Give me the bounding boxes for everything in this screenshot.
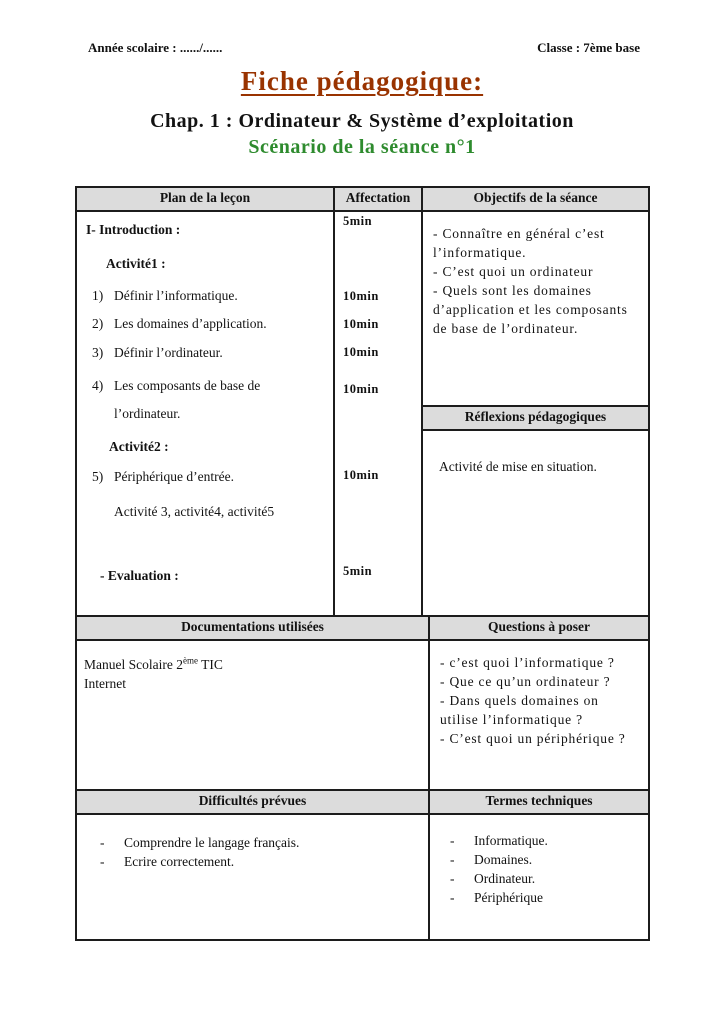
affectation-column-header: Affectation xyxy=(335,188,423,210)
documentations-cell xyxy=(77,641,430,789)
difficultes-cell xyxy=(77,815,430,939)
docs-header-row xyxy=(77,617,648,641)
lesson-body-row xyxy=(77,212,648,617)
difficulte-2-text: Ecrire correctement. xyxy=(124,854,235,869)
questions-header: Questions à poser xyxy=(430,617,648,639)
documentation-line-2: Internet xyxy=(84,676,126,691)
plan-item1-number: 1) xyxy=(92,288,104,303)
time-item3: 10min xyxy=(343,345,379,359)
plan-item5-text: Périphérique d’entrée. xyxy=(114,469,234,484)
doc1-superscript: ème xyxy=(182,655,198,666)
bottom-header-row xyxy=(77,791,648,815)
plan-activity2: Activité2 : xyxy=(109,439,169,454)
dash-bullet: - xyxy=(450,871,455,886)
reflexions-cell xyxy=(423,431,648,615)
objectifs-column-header: Objectifs de la séance xyxy=(423,188,648,210)
chapter-title: Chap. 1 : Ordinateur & Système d’exploitation xyxy=(150,110,574,132)
plan-item1-text: Définir l’informatique. xyxy=(114,288,238,303)
plan-item5-number: 5) xyxy=(92,469,104,484)
question-2: - Que ce qu’un ordinateur ? xyxy=(440,674,611,689)
difficultes-header: Difficultés prévues xyxy=(77,791,430,813)
plan-evaluation: - Evaluation : xyxy=(100,568,179,583)
terme-item-4 xyxy=(430,888,640,907)
school-year-label: Année scolaire : ....../...... xyxy=(88,40,223,55)
plan-item3-text: Définir l’ordinateur. xyxy=(114,345,223,360)
difficulte-item-1 xyxy=(77,833,420,852)
plan-cell xyxy=(77,212,335,615)
termes-cell xyxy=(430,815,648,939)
plan-item2-text: Les domaines d’application. xyxy=(114,316,267,331)
difficulte-item-2 xyxy=(77,852,420,871)
affectation-cell xyxy=(335,212,423,615)
objectif-bullet-2: - C’est quoi un ordinateur xyxy=(433,264,594,279)
dash-bullet: - xyxy=(100,835,105,850)
plan-item4-text-line2: l’ordinateur. xyxy=(114,406,181,421)
plan-intro: I- Introduction : xyxy=(86,222,181,237)
plan-item2-number: 2) xyxy=(92,316,104,331)
doc1-suffix: TIC xyxy=(197,657,223,672)
terme-item-2 xyxy=(430,850,640,869)
plan-column-header: Plan de la leçon xyxy=(77,188,335,210)
objectif-bullet-3: - Quels sont les domaines d’application et les composants de base de l’ordinateur. xyxy=(433,283,628,336)
question-4: - C’est quoi un périphérique ? xyxy=(440,731,626,746)
class-label: Classe : 7ème base xyxy=(537,40,640,55)
documentations-header: Documentations utilisées xyxy=(77,617,430,639)
dash-bullet: - xyxy=(450,852,455,867)
plan-item3-number: 3) xyxy=(92,345,104,360)
time-intro: 5min xyxy=(343,214,373,228)
page-top-strip xyxy=(88,40,640,56)
docs-content-row xyxy=(77,641,648,791)
plan-item4-text-line1: Les composants de base de xyxy=(114,378,261,393)
terme-3-text: Ordinateur. xyxy=(474,871,536,886)
bottom-content-row xyxy=(77,815,648,939)
plan-activity1: Activité1 : xyxy=(106,256,166,271)
time-evaluation: 5min xyxy=(343,564,373,578)
documentation-line-1 xyxy=(84,655,420,674)
time-item2: 10min xyxy=(343,317,379,331)
dash-bullet: - xyxy=(100,854,105,869)
time-item1: 10min xyxy=(343,289,379,303)
termes-header: Termes techniques xyxy=(430,791,648,813)
plan-activities-note: Activité 3, activité4, activité5 xyxy=(114,504,275,519)
question-3: - Dans quels domaines on utilise l’informatique ? xyxy=(440,693,599,727)
terme-item-1 xyxy=(430,831,640,850)
terme-2-text: Domaines. xyxy=(474,852,533,867)
terme-1-text: Informatique. xyxy=(474,833,548,848)
difficulte-1-text: Comprendre le langage français. xyxy=(124,835,300,850)
dash-bullet: - xyxy=(450,890,455,905)
terme-4-text: Périphérique xyxy=(474,890,543,905)
page-title: Fiche pédagogique: xyxy=(240,66,484,96)
question-1: - c’est quoi l’informatique ? xyxy=(440,655,615,670)
time-item5: 10min xyxy=(343,468,379,482)
right-column xyxy=(423,212,648,615)
lesson-table xyxy=(75,186,650,941)
reflexions-text: Activité de mise en situation. xyxy=(439,459,597,474)
doc1-text: Manuel Scolaire 2 xyxy=(84,657,183,672)
terme-item-3 xyxy=(430,869,640,888)
time-item4: 10min xyxy=(343,382,379,396)
scenario-subtitle: Scénario de la séance n°1 xyxy=(248,136,476,158)
questions-cell xyxy=(430,641,648,789)
objectifs-cell xyxy=(423,212,648,407)
objectif-bullet-1: - Connaître en général c’est l’informatique. xyxy=(433,226,605,260)
plan-item4-number: 4) xyxy=(92,378,104,393)
dash-bullet: - xyxy=(450,833,455,848)
reflexions-header: Réflexions pédagogiques xyxy=(423,407,648,431)
table-header-row xyxy=(77,188,648,212)
